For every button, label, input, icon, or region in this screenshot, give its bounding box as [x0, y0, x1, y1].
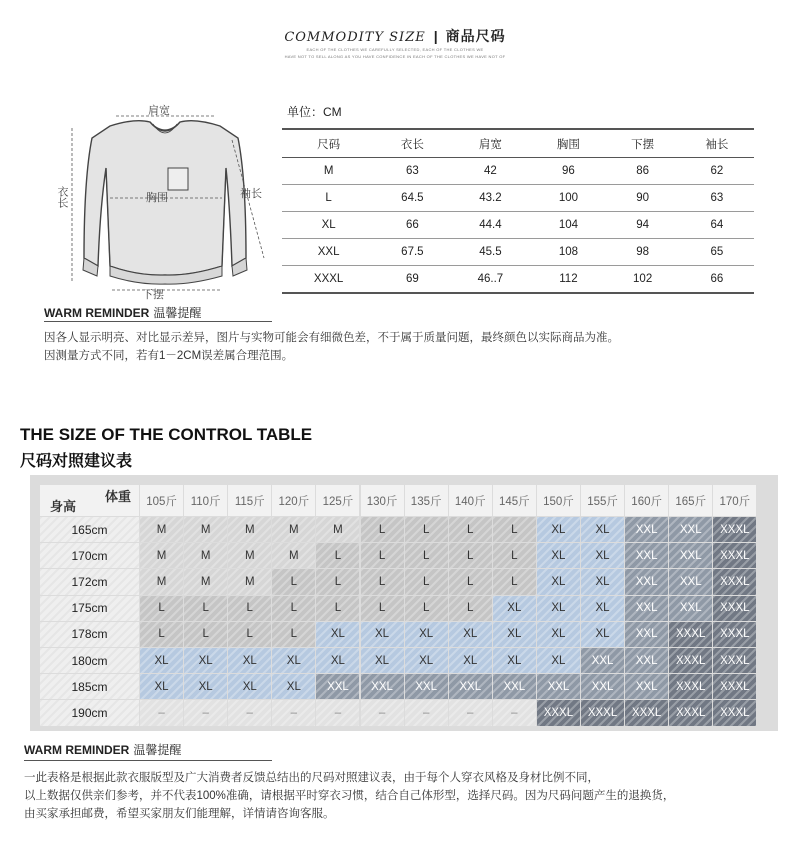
warm-reminder-title — [44, 304, 201, 321]
warm-reminder-en: WARM REMINDER — [24, 743, 130, 757]
size-table-cell: M — [282, 158, 375, 185]
size-cell: – — [228, 700, 271, 725]
size-table-cell: L — [282, 185, 375, 212]
size-cell: XL — [493, 596, 536, 621]
size-cell: XL — [581, 596, 624, 621]
size-cell: XL — [493, 648, 536, 673]
size-cell: XXXL — [625, 700, 668, 725]
reminder-notes — [24, 769, 674, 823]
size-table-row — [282, 212, 754, 239]
col-header: 下摆 — [606, 129, 680, 158]
size-cell: L — [228, 596, 271, 621]
size-table-cell: 112 — [531, 266, 605, 294]
size-cell: XXL — [625, 622, 668, 647]
size-cell: L — [140, 622, 183, 647]
size-cell: XL — [140, 674, 183, 699]
weight-header: 140斤 — [449, 485, 492, 516]
note-line: 由买家承担邮费，希望买家朋友们能理解，详情请咨询客服。 — [24, 808, 335, 820]
height-header: 180cm — [40, 648, 139, 673]
size-cell: L — [228, 622, 271, 647]
grid-corner — [40, 485, 139, 516]
size-cell: XL — [581, 569, 624, 594]
weight-header: 110斤 — [184, 485, 227, 516]
size-table-cell: 43.2 — [449, 185, 531, 212]
size-table-cell: 45.5 — [449, 239, 531, 266]
size-table-cell: 96 — [531, 158, 605, 185]
size-cell: XXL — [449, 674, 492, 699]
size-table-cell: 66 — [375, 212, 449, 239]
size-table-cell: XXXL — [282, 266, 375, 294]
size-cell: XL — [272, 674, 315, 699]
size-cell: L — [405, 543, 448, 568]
size-cell: XXXL — [669, 700, 712, 725]
size-cell: L — [449, 569, 492, 594]
weight-header: 115斤 — [228, 485, 271, 516]
size-cell: XL — [316, 622, 359, 647]
size-cell: L — [361, 517, 404, 542]
corner-weight-label: 体重 — [104, 489, 131, 504]
size-cell: XL — [228, 674, 271, 699]
size-cell: L — [449, 596, 492, 621]
size-cell: L — [184, 596, 227, 621]
page-header — [0, 26, 790, 46]
size-table-cell: 69 — [375, 266, 449, 294]
size-cell: M — [316, 517, 359, 542]
size-cell: L — [493, 543, 536, 568]
weight-header: 150斤 — [537, 485, 580, 516]
label-chest: 胸围 — [146, 192, 168, 204]
size-cell: L — [272, 596, 315, 621]
size-cell: M — [140, 569, 183, 594]
shirt-diagram — [50, 98, 280, 303]
note-line: 因各人显示明亮、对比显示差异，图片与实物可能会有细微色差，不于属于质量问题，最终颜色以实际商品为准。 — [44, 332, 619, 344]
size-cell: XXL — [625, 596, 668, 621]
size-cell: XXXL — [537, 700, 580, 725]
unit-label: 单位：CM — [287, 105, 342, 119]
size-cell: L — [361, 569, 404, 594]
size-cell: L — [405, 569, 448, 594]
size-table-cell: 65 — [680, 239, 754, 266]
height-header: 175cm — [40, 596, 139, 621]
size-cell: XL — [537, 648, 580, 673]
note-line: 因测量方式不同，若有1－2CM误差属合理范围。 — [44, 350, 294, 362]
col-header: 胸围 — [531, 129, 605, 158]
size-cell: L — [361, 596, 404, 621]
weight-header: 160斤 — [625, 485, 668, 516]
size-table-cell: 108 — [531, 239, 605, 266]
size-table-row — [282, 185, 754, 212]
size-cell: XXL — [361, 674, 404, 699]
size-cell: L — [449, 543, 492, 568]
size-table-cell: 100 — [531, 185, 605, 212]
divider — [44, 321, 272, 322]
size-cell: XL — [184, 674, 227, 699]
size-cell: M — [184, 543, 227, 568]
size-cell: XXXL — [581, 700, 624, 725]
note-line: 一此表格是根据此款衣服版型及广大消费者反馈总结出的尺码对照建议表，由于每个人穿衣风格及身材比例不同， — [24, 772, 599, 784]
col-header: 袖长 — [680, 129, 754, 158]
size-cell: L — [316, 543, 359, 568]
size-cell: XXXL — [713, 596, 756, 621]
size-table-cell: 66 — [680, 266, 754, 294]
header-title-cn: 商品尺码 — [445, 28, 506, 44]
size-cell: M — [272, 517, 315, 542]
header-title-en: COMMODITY SIZE — [284, 30, 426, 45]
size-cell: XXL — [316, 674, 359, 699]
size-cell: XL — [184, 648, 227, 673]
height-header: 190cm — [40, 700, 139, 725]
size-cell: XXL — [669, 569, 712, 594]
size-table-cell: 46..7 — [449, 266, 531, 294]
size-cell: L — [405, 517, 448, 542]
size-table-cell: 64 — [680, 212, 754, 239]
reminder-notes — [44, 329, 619, 365]
note-line: 以上数据仅供亲们参考，并不代表100%准确，请根据平时穿衣习惯，结合自己体形型，选择尺码。因为尺码问题产生的退换货， — [24, 790, 675, 802]
size-cell: XXXL — [713, 648, 756, 673]
size-cell: XL — [537, 569, 580, 594]
size-cell: XL — [316, 648, 359, 673]
size-cell: M — [140, 517, 183, 542]
size-cell: – — [272, 700, 315, 725]
size-table-header-row — [282, 129, 754, 158]
header-small-line: EACH OF THE CLOTHES WE CAREFULLY SELECTED, EACH OF THE CLOTHES WE — [306, 47, 484, 52]
weight-header: 130斤 — [361, 485, 404, 516]
size-cell: XL — [449, 622, 492, 647]
size-cell: XXXL — [669, 648, 712, 673]
size-cell: XL — [493, 622, 536, 647]
size-cell: XL — [581, 543, 624, 568]
label-shoulder: 肩宽 — [148, 105, 170, 117]
height-header: 170cm — [40, 543, 139, 568]
size-table-cell: 90 — [606, 185, 680, 212]
size-cell: XL — [537, 622, 580, 647]
size-cell: XXXL — [669, 674, 712, 699]
size-cell: XXXL — [669, 622, 712, 647]
size-table-cell: 98 — [606, 239, 680, 266]
size-cell: XL — [449, 648, 492, 673]
size-cell: L — [493, 569, 536, 594]
size-cell: – — [316, 700, 359, 725]
size-cell: XXL — [669, 596, 712, 621]
weight-header: 170斤 — [713, 485, 756, 516]
size-cell: M — [228, 517, 271, 542]
size-cell: XXL — [669, 517, 712, 542]
warm-reminder-cn: 温馨提醒 — [133, 743, 182, 757]
size-cell: XXL — [625, 569, 668, 594]
size-cell: XL — [405, 622, 448, 647]
height-header: 185cm — [40, 674, 139, 699]
weight-header: 120斤 — [272, 485, 315, 516]
size-cell: M — [228, 543, 271, 568]
height-header: 172cm — [40, 569, 139, 594]
size-cell: XXL — [625, 543, 668, 568]
col-header: 尺码 — [282, 129, 375, 158]
size-cell: – — [184, 700, 227, 725]
size-table — [282, 128, 754, 294]
label-sleeve: 袖长 — [240, 188, 262, 200]
warm-reminder-en: WARM REMINDER — [44, 306, 150, 320]
height-header: 165cm — [40, 517, 139, 542]
size-cell: XL — [405, 648, 448, 673]
height-header: 178cm — [40, 622, 139, 647]
size-cell: XXL — [537, 674, 580, 699]
size-cell: XXXL — [713, 674, 756, 699]
warm-reminder-cn: 温馨提醒 — [153, 306, 202, 320]
size-cell: L — [140, 596, 183, 621]
weight-header: 145斤 — [493, 485, 536, 516]
size-cell: XL — [581, 517, 624, 542]
size-table-cell: 63 — [375, 158, 449, 185]
size-cell: XXL — [405, 674, 448, 699]
header-small-text — [0, 46, 790, 60]
size-cell: XL — [537, 596, 580, 621]
size-table-cell: 42 — [449, 158, 531, 185]
label-length: 衣长 — [56, 186, 68, 208]
size-cell: – — [140, 700, 183, 725]
size-cell: M — [184, 569, 227, 594]
size-cell: – — [361, 700, 404, 725]
size-cell: L — [493, 517, 536, 542]
size-cell: XXXL — [713, 543, 756, 568]
size-table-cell: 67.5 — [375, 239, 449, 266]
size-cell: XXXL — [713, 517, 756, 542]
weight-header: 135斤 — [405, 485, 448, 516]
size-cell: XXL — [625, 674, 668, 699]
section-title-en: THE SIZE OF THE CONTROL TABLE — [20, 425, 313, 444]
size-cell: XL — [140, 648, 183, 673]
size-table-cell: XL — [282, 212, 375, 239]
warm-reminder-title — [24, 741, 181, 758]
size-cell: L — [272, 622, 315, 647]
weight-header: 125斤 — [316, 485, 359, 516]
weight-header: 155斤 — [581, 485, 624, 516]
size-cell: XXL — [581, 674, 624, 699]
size-cell: XXL — [625, 648, 668, 673]
size-cell: M — [184, 517, 227, 542]
size-cell: XXXL — [713, 622, 756, 647]
size-cell: XL — [537, 517, 580, 542]
divider — [24, 760, 272, 761]
size-cell: – — [405, 700, 448, 725]
size-cell: XL — [537, 543, 580, 568]
size-table-row — [282, 239, 754, 266]
corner-height-label: 身高 — [50, 499, 77, 514]
size-cell: – — [449, 700, 492, 725]
col-header: 肩宽 — [449, 129, 531, 158]
section-title-cn: 尺码对照建议表 — [20, 453, 133, 470]
size-cell: XL — [228, 648, 271, 673]
size-cell: L — [449, 517, 492, 542]
size-table-row — [282, 158, 754, 185]
weight-header: 165斤 — [669, 485, 712, 516]
size-cell: XXL — [493, 674, 536, 699]
size-table-cell: 63 — [680, 185, 754, 212]
size-cell: XL — [272, 648, 315, 673]
size-cell: L — [272, 569, 315, 594]
size-cell: – — [493, 700, 536, 725]
col-header: 衣长 — [375, 129, 449, 158]
size-table-cell: XXL — [282, 239, 375, 266]
size-table-cell: 64.5 — [375, 185, 449, 212]
size-cell: L — [361, 543, 404, 568]
size-table-cell: 62 — [680, 158, 754, 185]
size-cell: M — [272, 543, 315, 568]
size-cell: XXL — [625, 517, 668, 542]
size-cell: XL — [361, 648, 404, 673]
size-cell: L — [316, 596, 359, 621]
size-cell: XXL — [669, 543, 712, 568]
size-cell: L — [405, 596, 448, 621]
size-table-cell: 44.4 — [449, 212, 531, 239]
size-cell: L — [184, 622, 227, 647]
size-table-row — [282, 266, 754, 294]
label-hem: 下摆 — [142, 289, 164, 301]
header-small-line: HAVE NOT TO SELL ALONG AS YOU HAVE CONFIDENCE IN EACH OF THE CLOTHES WE HAVE NOT OF — [284, 54, 506, 59]
size-table-cell: 86 — [606, 158, 680, 185]
size-cell: XXL — [581, 648, 624, 673]
size-cell: L — [316, 569, 359, 594]
size-cell: XL — [361, 622, 404, 647]
size-table-cell: 94 — [606, 212, 680, 239]
size-table-cell: 104 — [531, 212, 605, 239]
size-table-cell: 102 — [606, 266, 680, 294]
size-cell: M — [228, 569, 271, 594]
size-cell: XXXL — [713, 569, 756, 594]
size-cell: M — [140, 543, 183, 568]
size-cell: XXXL — [713, 700, 756, 725]
weight-header: 105斤 — [140, 485, 183, 516]
size-cell: XL — [581, 622, 624, 647]
header-separator: | — [433, 28, 438, 44]
